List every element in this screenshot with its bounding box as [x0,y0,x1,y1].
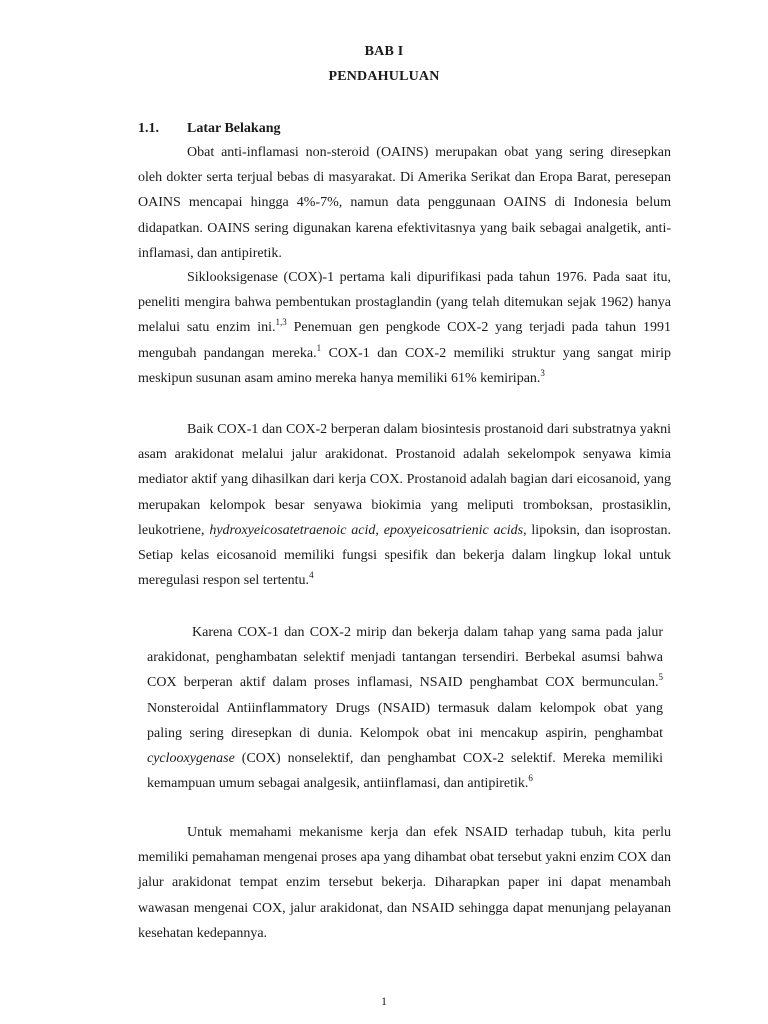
citation-ref: 6 [528,773,533,784]
paragraph-2-text-1: Siklooksigenase (COX)-1 pertama kali dipurifikasi pada tahun 1976. Pada saat itu, peneliti mengira bahwa pembentukan prostaglandin (yang telah ditemukan sejak 1962) hanya melalui satu enzim ini. [138,270,671,336]
paragraph-5: Untuk memahami mekanisme kerja dan efek NSAID terhadap tubuh, kita perlu memiliki pemahaman mengenai proses apa yang dihambat obat tersebut yakni enzim COX dan jalur arakidonat tempat enzim tersebut bekerja. Diharapkan paper ini dapat menambah wawasan mengenai COX, jalur arakidonat, dan NSAID sehingga dapat menunjang pelayanan kesehatan kedepannya. [138,825,671,941]
section-number: 1.1. [138,121,159,136]
section-title: Latar Belakang [187,121,281,136]
page-number: 1 [381,994,387,1008]
paragraph-4-text-1: Karena COX-1 dan COX-2 mirip dan bekerja dalam tahap yang sama pada jalur arakidonat, penghambatan selektif menjadi tantangan tersendiri. Berbekal asumsi bahwa COX berperan aktif dalam proses inflamasi, NSAID penghambat COX bermunculan. [147,625,663,691]
paragraph-2-text-2: Penemuan gen pengkode COX-2 yang terjadi pada tahun 1991 mengubah pandangan mereka. [138,320,672,361]
chapter-title: PENDAHULUAN [328,69,440,84]
citation-ref: 4 [309,570,314,581]
paragraph-4-text-3: (COX) nonselektif, dan penghambat COX-2 selektif. Mereka memiliki kemampuan umum sebagai analgesik, antiinflamasi, dan antipiretik. [147,751,663,792]
italic-term: epoxyeicosatrienic acids [383,522,524,538]
paragraph-2 [138,265,671,391]
paragraph-2-text-3: COX-1 dan COX-2 memiliki struktur yang sangat mirip meskipun susunan asam amino mereka hanya memiliki 61% kemiripan. [138,345,671,386]
chapter-label: BAB I [364,44,404,59]
paragraph-3-text-2: , [375,522,384,538]
paragraph-3-text-3: , lipoksin, dan isoprostan. Setiap kelas eicosanoid memiliki fungsi spesifik dan bekerja dalam lingkup lokal untuk meregulasi respon sel tertentu. [138,522,671,589]
citation-ref: 3 [540,367,545,378]
paragraph-4-text-2: Nonsteroidal Antiinflammatory Drugs (NSAID) termasuk dalam kelompok obat yang paling sering diresepkan di dunia. Kelompok obat ini mencakup aspirin, penghambat [147,700,663,741]
italic-term: cyclooxygenase [147,751,235,767]
paragraph-1: Obat anti-inflamasi non-steroid (OAINS) merupakan obat yang sering diresepkan oleh dokter serta terjual bebas di masyarakat. Di Amerika Serikat dan Eropa Barat, peresepan OAINS mencapai hingga 4%-7%, namun data penggunaan OAINS di Indonesia belum didapatkan. OAINS sering digunakan karena efektivitasnya yang baik sebagai analgetik, anti-inflamasi, dan antipiretik. [138,145,671,261]
paragraph-3-text-1: Baik COX-1 dan COX-2 berperan dalam biosintesis prostanoid dari substratnya yakni asam arakidonat melalui jalur arakidonat. Prostanoid adalah sekelompok senyawa kimia mediator aktif yang dihasilkan dari kerja COX. Prostanoid adalah bagian dari eicosanoid, yang merupakan kelompok besar senyawa biokimia yang meliputi tromboksan, prostasiklin, leukotriene, [138,422,671,538]
citation-ref: 1,3 [275,317,287,328]
citation-ref: 1 [316,342,322,353]
italic-term: hydroxyeicosatetraenoic acid [209,522,376,538]
paragraph-3 [138,417,671,593]
paragraph-4 [147,620,663,796]
citation-ref: 5 [658,672,663,683]
